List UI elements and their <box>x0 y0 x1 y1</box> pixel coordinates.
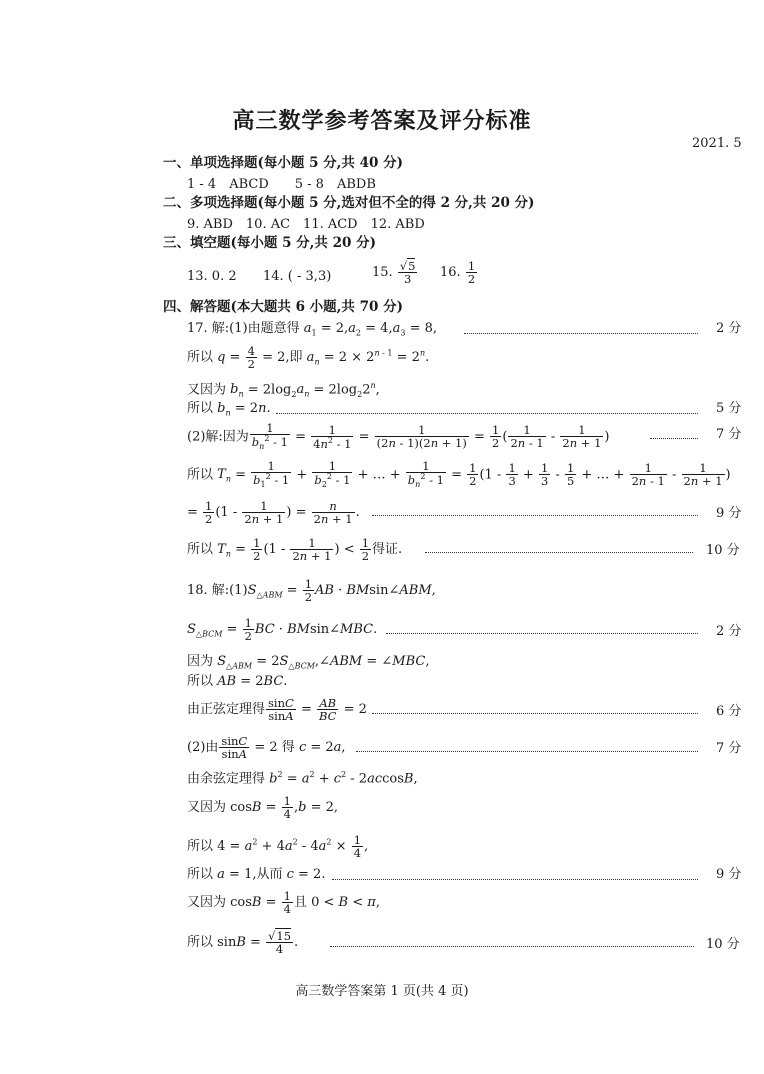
leader-dots <box>330 946 694 947</box>
answer-16-label: 16. <box>440 265 461 281</box>
p17-line-8: 所以 $T_n$ = $\frac{1}{2}$ (1 - $\frac{1}{2n + 1}$ ) < $\frac{1}{2}$ 得证. <box>187 536 403 564</box>
p18-line-9: 所以 $4 = a^2 + 4a^2 - 4a^2$ × $\frac{1}{4}$ , <box>187 833 369 861</box>
leader-dots <box>276 413 698 414</box>
answer-16-num: 1 <box>467 259 476 273</box>
score-17-2: 5 分 <box>716 401 742 416</box>
p18-line-2: $S_{\triangle BCM}$ = $\frac{1}{2}$ BC · BMsin∠MBC. <box>187 616 378 644</box>
answer-14: 14. ( - 3,3) <box>263 269 332 284</box>
answer-15-num: 5 <box>408 259 416 273</box>
score-17-5: 10 分 <box>706 543 740 558</box>
page-footer: 高三数学答案第 1 页(共 4 页) <box>295 984 469 999</box>
p17-line-4: 所以 $b_n = 2n$. <box>187 401 271 418</box>
p18-line-3: 因为 $S_{\triangle ABM}$ = $2S_{\triangle BCM},\angle ABM$ = ∠MBC, <box>187 654 430 671</box>
p17-line-1: 17. 解:(1)由题意得 $a_1 = 2,a_2 = 4,a_3 = 8$, <box>187 321 437 338</box>
p18-line-5: 由正弦定理得 $\frac{\sin C}{\sin A}$ = $\frac{AB}{BC}$ = 2 <box>187 696 367 724</box>
score-17-3: 7 分 <box>716 427 742 442</box>
p17-line-6: 所以 $T_n$ = $\frac{1}{b_1^2 - 1}$ + $\frac{1}{b_2^2 - 1}$ + … + $\frac{1}{b_n^2 - 1}$ = $\frac{1}{2}$ (1 - $\frac{1}{3}$ + $\frac{1}{3}$ - $\frac{1}{5}$ + … + $\frac{1}{2n - 1}$ - $\frac{1}{2n + 1}$ ) <box>187 459 731 490</box>
page-title: 高三数学参考答案及评分标准 <box>232 108 532 134</box>
score-18-3: 7 分 <box>716 741 742 756</box>
section-4-heading: 四、解答题(本大题共 6 小题,共 70 分) <box>163 299 403 315</box>
leader-dots <box>650 438 698 439</box>
score-18-4: 9 分 <box>716 867 742 882</box>
p18-line-8: 又因为 cosB = $\frac{1}{4}$ ,b = 2, <box>187 794 339 822</box>
section-3-heading: 三、填空题(每小题 5 分,共 20 分) <box>163 235 376 251</box>
score-18-1: 2 分 <box>716 624 742 639</box>
leader-dots <box>372 713 698 714</box>
score-17-1: 2 分 <box>716 321 742 336</box>
leader-dots <box>425 552 693 553</box>
answer-15: 15. $\frac{√5}{3}$ <box>372 259 416 287</box>
p18-line-7: 由余弦定理得 $b^2 = a^2 + c^2 - 2accosB$, <box>187 770 418 787</box>
answer-13: 13. 0. 2 <box>187 269 237 284</box>
section-1-heading: 一、单项选择题(每小题 5 分,共 40 分) <box>163 155 403 171</box>
p18-line-12: 所以 sinB = $\frac{√15}{4}$ . <box>187 929 299 957</box>
section-2-answers: 9. ABD 10. AC 11. ACD 12. ABD <box>187 217 425 232</box>
section-1-answers: 1 - 4 ABCD 5 - 8 ABDB <box>187 177 376 192</box>
answer-15-den: 3 <box>398 272 418 285</box>
p17-line-7: = $\frac{1}{2}$ (1 - $\frac{1}{2n + 1}$ ) = $\frac{n}{2n + 1}$ . <box>187 499 360 527</box>
p18-line-1: 18. 解$:(1)S_{\triangle ABM}$ = $\frac{1}{2}$ AB · BMsin∠ABM, <box>187 577 436 605</box>
section-2-heading: 二、多项选择题(每小题 5 分,选对但不全的得 2 分,共 20 分) <box>163 195 535 211</box>
answer-16-den: 2 <box>467 272 476 287</box>
p18-line-11: 又因为 cosB = $\frac{1}{4}$ 且 0 < B < π, <box>187 889 380 917</box>
answer-16 <box>440 260 478 285</box>
p17-line-5: (2)解:因为 $\frac{1}{b_n^2 - 1}$ = $\frac{1}{4n^2 - 1}$ = $\frac{1}{(2n - 1)(2n + 1)}$ = $\frac{1}{2}$ ( $\frac{1}{2n - 1}$ - $\frac{1}{2n + 1}$ ) <box>187 421 610 452</box>
p18-line-6: (2)由 $\frac{\sin C}{\sin A}$ = 2 得 c = 2a, <box>187 734 346 762</box>
leader-dots <box>356 751 698 752</box>
leader-dots <box>464 333 698 334</box>
score-17-4: 9 分 <box>716 506 742 521</box>
score-18-5: 10 分 <box>706 937 740 952</box>
score-18-2: 6 分 <box>716 704 742 719</box>
p17-line-3: 又因为 $b_n = 2\log_2a_n = 2\log_22^n$, <box>187 381 380 399</box>
p17-line-2: 所以 q = $\frac{4}{2}$ = 2,即 $a_n = 2 \times 2^{n - 1} = 2^n$. <box>187 344 430 372</box>
leader-dots <box>386 633 698 634</box>
p18-line-4: 所以 AB = 2BC. <box>187 674 288 689</box>
p18-line-10: 所以 a = 1,从而 c = 2. <box>187 867 326 882</box>
date: 2021. 5 <box>692 136 742 151</box>
answer-15-label: 15. <box>372 265 393 281</box>
leader-dots <box>372 515 698 516</box>
leader-dots <box>332 879 698 880</box>
